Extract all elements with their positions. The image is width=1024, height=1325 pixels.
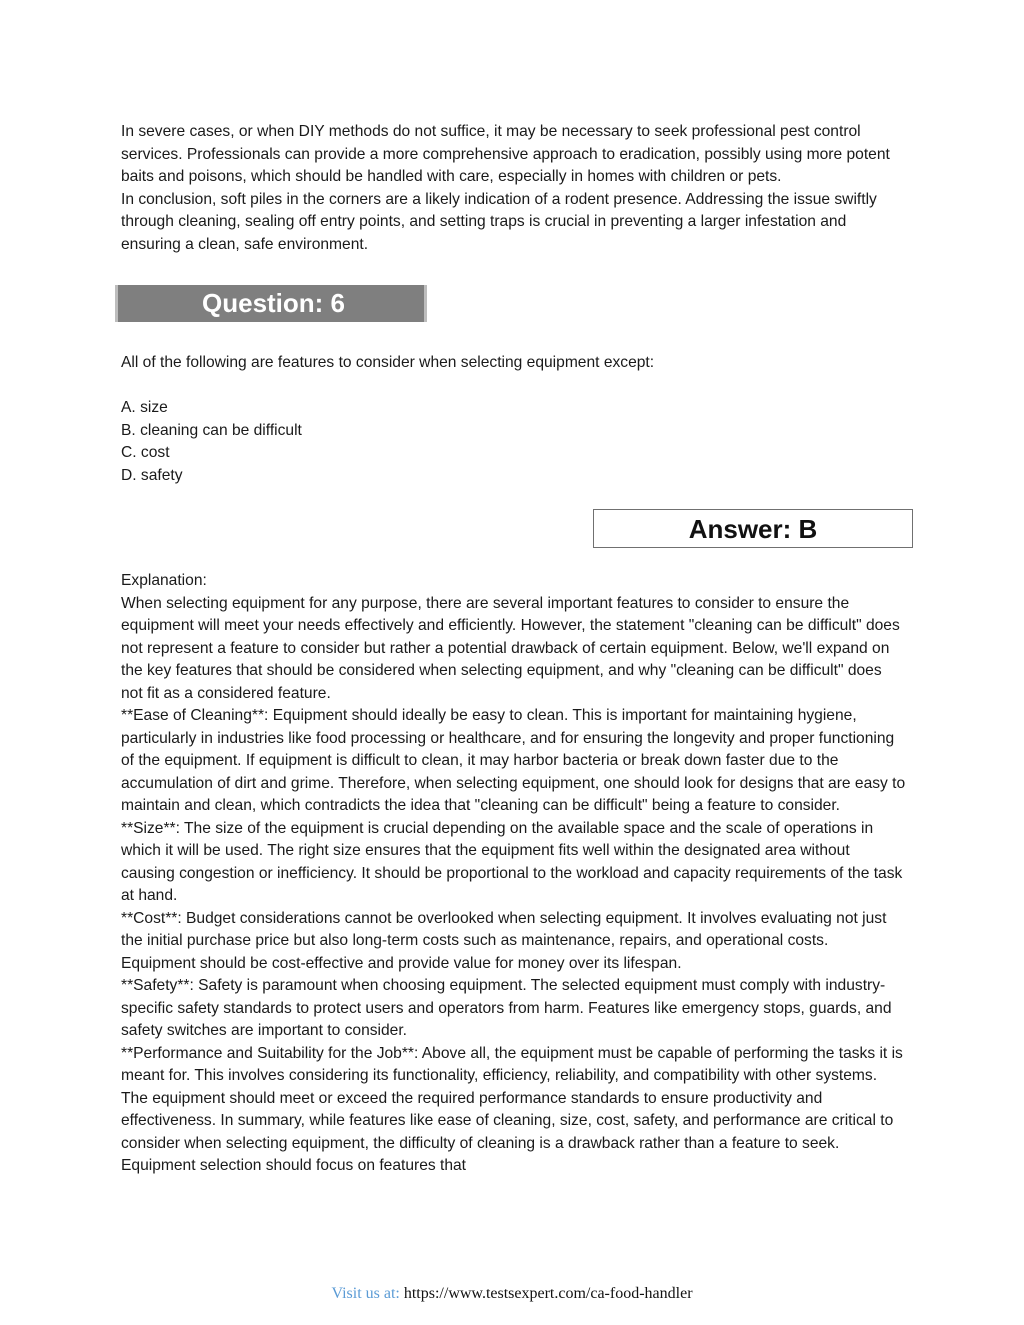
explanation-paragraph: **Safety**: Safety is paramount when choosing equipment. The selected equipment must comply with industry-specific safety standards to protect users and operators from harm. Features like emergency stops, guards, and safety switches are important to consider. xyxy=(121,977,892,1039)
answer-box xyxy=(593,509,913,548)
footer-label: Visit us at: xyxy=(331,1285,400,1302)
question-text: All of the following are features to consider when selecting equipment except: xyxy=(121,354,655,371)
explanation-paragraph: When selecting equipment for any purpose, there are several important features to consider to ensure the equipment will meet your needs effectively and efficiently. However, the statement "cleaning can be difficult" does not represent a feature to consider but rather a potential drawback of certain equipment. Below, we'll expand on the key features that should be considered when selecting equipment, and why "cleaning can be difficult" does not fit as a considered feature. xyxy=(121,594,900,702)
answer-label: Answer: B xyxy=(688,514,818,544)
option-a: A. size xyxy=(121,399,168,416)
question-section xyxy=(121,352,907,375)
option-b: B. cleaning can be difficult xyxy=(121,421,302,439)
explanation-paragraph: **Size**: The size of the equipment is crucial depending on the available space and the scale of operations in which it will be used. The right size ensures that the equipment fits well within the designated area without causing congestion or inefficiency. It should be proportional to the workload and capacity requirements of the task at hand. xyxy=(121,819,903,904)
explanation-paragraph: **Ease of Cleaning**: Equipment should ideally be easy to clean. This is important for maintaining hygiene, particularly in industries like food processing or healthcare, and for ensuring the longevity and proper functioning of the equipment. If equipment is difficult to clean, it may harbor bacteria or break down faster due to the accumulation of dirt and grime. Therefore, when selecting equipment, one should look for designs that are easy to maintain and clean, which contradicts the idea that "cleaning can be difficult" being a feature to consider. xyxy=(121,707,906,814)
intro-paragraph: In severe cases, or when DIY methods do not suffice, it may be necessary to seek professional pest control services. Professionals can provide a more comprehensive approach to eradication, possibly using more potent baits and poisons, which should be handled with care, especially in homes with children or pets. xyxy=(121,123,890,185)
explanation-paragraph: **Performance and Suitability for the Job**: Above all, the equipment must be capable of performing the tasks it is meant for. This involves considering its functionality, efficiency, reliability, and compatibility with other systems. The equipment should meet or exceed the required performance standards to ensure productivity and effectiveness. In summary, while features like ease of cleaning, size, cost, safety, and performance are critical to consider when selecting equipment, the difficulty of cleaning is a drawback rather than a feature to seek. Equipment selection should focus on features that xyxy=(121,1044,903,1174)
answer-options xyxy=(121,397,907,487)
intro-section xyxy=(121,121,907,256)
option-c: C. cost xyxy=(121,444,170,461)
option-d: D. safety xyxy=(121,466,183,484)
explanation-paragraph: **Cost**: Budget considerations cannot be overlooked when selecting equipment. It involves evaluating not just the initial purchase price but also long-term costs such as maintenance, repairs, and operational costs. Equipment should be cost-effective and provide value for money over its lifespan. xyxy=(121,909,887,972)
footer-link[interactable]: https://www.testsexpert.com/ca-food-handler xyxy=(403,1285,693,1302)
explanation-heading: Explanation: xyxy=(121,572,207,589)
page-footer xyxy=(0,1284,1024,1304)
explanation-section xyxy=(121,570,907,1178)
question-banner xyxy=(115,285,427,322)
question-label: Question: 6 xyxy=(202,288,346,318)
intro-paragraph: In conclusion, soft piles in the corners are a likely indication of a rodent presence. Addressing the issue swiftly through cleaning, sealing off entry points, and setting traps is crucial in preventing a larger infestation and ensuring a clean, safe environment. xyxy=(121,190,877,253)
